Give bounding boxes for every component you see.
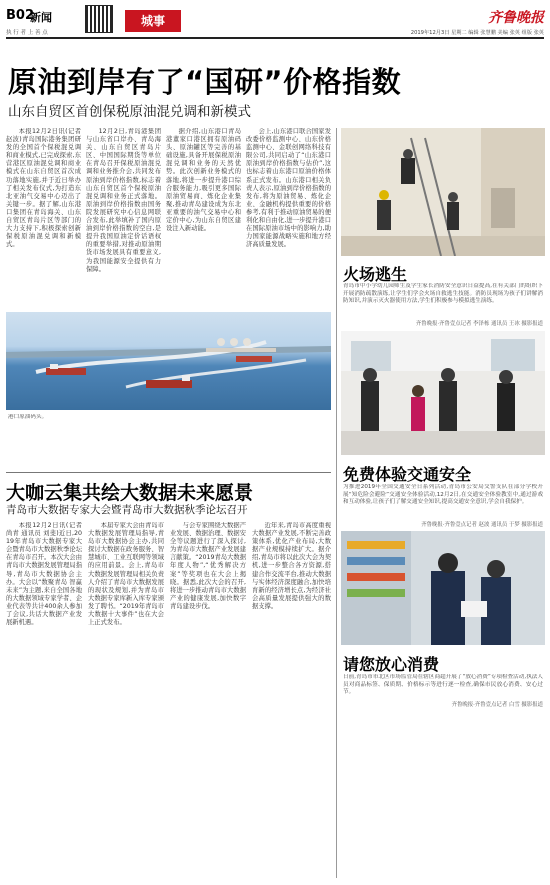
traffic-caption: 为推进2019年全国交通安全日系列活动,青岛市公安局交警支队在部分学校开展“知危险会避险”交通安全体验活动,12月2日,在交通安全体验教室中,通过游戏和互动体验,让孩子们了解交通安全知识,提高交通安全意识,学会自我保护。 [343, 484, 543, 506]
date-line: 2019年12月3日 星期二 编辑 张慧鹏 美编 张英 组版 张英 [410, 30, 544, 36]
masthead-rule [6, 37, 544, 39]
lead-col-1: 本报12月2日讯(记者 赵波)青岛国际港务集团研发的全国首个保税混兑调和商业模式,已完成探索,东营港区原油混兑调和商业模式在山东自贸区首次成功落地实施,并于近日举办了相关发布仪式,为打造东北亚油气交易中心迈出了关键一步。据了解,山东港口集团在青岛海关、山东自贸区青岛片区等部门的大力支持下,积极探索创新保税原油混兑调和新模式。 [6, 128, 81, 249]
traffic-photo [341, 331, 545, 455]
traffic-safety-illustration [341, 331, 545, 455]
traffic-title: 免费体验交通安全 [343, 465, 472, 484]
fire-photo [341, 128, 545, 256]
market-inspection-illustration [341, 531, 545, 645]
page-number: B02 [6, 8, 34, 23]
lead-col-4: 会上,山东港口联合国家发改委价格监测中心、山东价格监测中心、金联创网络科技有限公司,共同启动了“山东港口原油到岸价格指数与估价”,这也标志着山东港口原油价格体系正式发布。山东港口相关负责人表示,原油到岸价格指数的发布,将为原油贸易、炼化企业、金融机构提供重要的价格参考,有利于推动原油贸易的便利化和自由化,进一步提升港口在国际原油市场中的影响力,助力国家能源战略实施和地方经济高质量发展。 [246, 128, 331, 249]
bigdata-col-1: 本报12月2日讯(记者 尚青 通讯员 刘斐)近日,2019年青岛市大数据专家大会暨青岛市大数据秋季论坛在青岛市召开。本次大会由青岛市大数据发展管理局指导,青岛市大数据协会主办。大会以“数聚青岛 智赢未来”为主题,来自全国各地的大数据领域专家学者、企业代表等共计400余人参加了会议,共话大数据产业发展新机遇。 [6, 522, 82, 627]
port-illustration [6, 312, 331, 410]
fire-drill-illustration [341, 128, 545, 256]
section-rule [6, 472, 331, 473]
fire-credit: 齐鲁晚报·齐鲁壹点记者 李泽栋 通讯员 王冰 摄影报道 [415, 321, 543, 327]
consume-credit: 齐鲁晚报·齐鲁壹点记者 白雪 摄影报道 [451, 702, 543, 708]
page-name: 新闻 [30, 11, 52, 24]
editor-line: 执 行 者 上 善 点 [6, 30, 48, 36]
bigdata-subhead: 青岛市大数据专家大会暨青岛市大数据秋季论坛召开 [6, 504, 248, 516]
section-label: 城事 [140, 14, 165, 28]
consume-title: 请您放心消费 [343, 655, 440, 674]
lead-col-2: 12月2日,青岛港集团与山东省口岸办、青岛海关、山东自贸区青岛片区、中国国际期货等单位在青岛召开保税原油混兑调和业务推介会,共同发布原油到岸价格指数,标志着山东自贸区首个保税原油混兑调和业务正式落地。原油到岸价格指数由国务院发展研究中心信息网联合发布,此举填补了国内原油到岸价格指数的空白,是提升我国原油定价话语权的重要举措,对推动原油期货市场发展具有重要意义,为我国能源安全提供有力保障。 [86, 128, 161, 273]
lead-headline: 原油到岸有了“国研”价格指数 [8, 65, 402, 99]
fire-caption: 青岛市中小学幼儿园师生及学生家长消防安全意识日益提高,在有关部门的组织下开展消防疏散演练,让学生们学会火场自救逃生技能。消防员现场为孩子们讲解消防知识,并演示灭火器使用方法,学生们积极参与模拟逃生演练。 [343, 283, 543, 305]
port-photo [6, 312, 331, 410]
traffic-credit: 齐鲁晚报·齐鲁壹点记者 赵波 通讯员 于梦 摄影报道 [421, 522, 543, 528]
column-divider [336, 128, 337, 878]
bigdata-col-2: 本届专家大会由青岛市大数据发展管理局指导,青岛市大数据协会主办,共同探讨大数据在政务服务、智慧城市、工业互联网等领域的应用前景。会上,青岛市大数据发展管理局相关负责人介绍了青岛市大数据发展的现状及规划,并为青岛市大数据专家库新入库专家颁发了聘书。“2019年青岛市大数据十大事件”也在大会上正式发布。 [88, 522, 164, 627]
bigdata-col-4: 近年来,青岛市高度重视大数据产业发展,不断完善政策体系,优化产业布局,大数据产业规模持续扩大。据介绍,青岛市将以此次大会为契机,进一步整合各方资源,搭建合作交流平台,推动大数据与实体经济深度融合,加快培育新的经济增长点,为经济社会高质量发展提供强大的数据支撑。 [252, 522, 331, 610]
bigdata-headline: 大咖云集共绘大数据未来愿景 [6, 482, 254, 504]
lead-col-3: 据介绍,山东港口青岛港董家口港区拥有原油码头、原油罐区等完善的基础设施,具备开展保税原油混兑调和业务的天然优势。此次创新业务模式的落地,将进一步提升港口综合服务能力,吸引更多国际原油贸易商、炼化企业集聚,推动青岛建设成为东北亚重要的油气交易中心和定价中心,为山东自贸区建设注入新动能。 [166, 128, 241, 233]
qr-code [85, 5, 113, 33]
port-photo-caption: 港口原油码头。 [8, 414, 48, 420]
section-tag [125, 10, 181, 32]
paper-logo: 齐鲁晚报 [488, 10, 544, 26]
lead-subhead: 山东自贸区首创保税原油混兑调和新模式 [8, 104, 251, 120]
bigdata-col-3: 与会专家围绕大数据产业发展、数据治理、数据安全等议题进行了深入探讨,为青岛市大数据产业发展建言献策。“2019青岛大数据年度人物”,“优秀解决方案”等奖项也在大会上揭晓。据悉,此次大会的召开,将进一步推动青岛市大数据产业的健康发展,加快数字青岛建设步伐。 [170, 522, 246, 610]
consume-caption: 日前,青岛市市北区市场监管局在辖区商超开展了“放心消费”专项检查活动,执法人员对商品标签、保质期、价格标示等进行逐一检查,确保市民放心消费、安心过节。 [343, 674, 543, 696]
fire-title: 火场逃生 [343, 265, 408, 284]
consume-photo [341, 531, 545, 645]
